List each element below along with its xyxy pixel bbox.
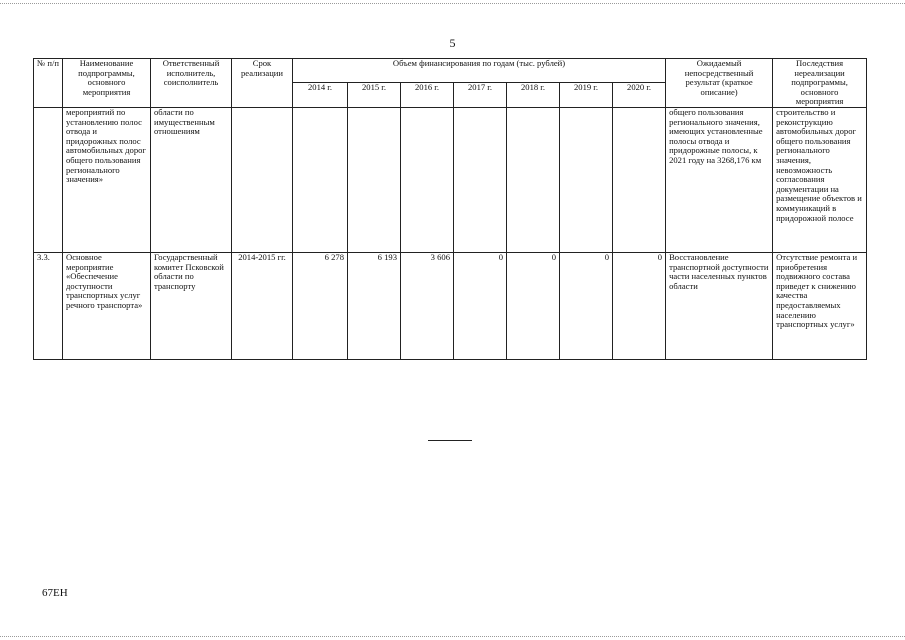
cell-value: 6 193	[348, 252, 401, 359]
header-term: Срок реализации	[232, 59, 293, 108]
cell-expected: общего пользования регионального значения, имеющих установленные полосы отвода и придорожные полосы, к 2021 году на 3268,176 км	[666, 107, 773, 252]
header-year: 2015 г.	[348, 83, 401, 107]
header-expected: Ожидаемый непосредственный результат (краткое описание)	[666, 59, 773, 108]
cell-name: Основное мероприятие «Обеспечение доступности транспортных услуг речного транспорта»	[63, 252, 151, 359]
cell-num: 3.3.	[34, 252, 63, 359]
cell-expected: Восстановление транспортной доступности части населенных пунктов области	[666, 252, 773, 359]
cell-value: 0	[613, 252, 666, 359]
header-year: 2014 г.	[293, 83, 348, 107]
scan-edge-bottom	[0, 636, 905, 637]
cell-value	[293, 107, 348, 252]
cell-value: 0	[454, 252, 507, 359]
header-year: 2019 г.	[560, 83, 613, 107]
cell-value	[560, 107, 613, 252]
cell-value	[454, 107, 507, 252]
cell-value	[507, 107, 560, 252]
cell-responsible: Государственный комитет Псковской области по транспорту	[151, 252, 232, 359]
section-divider	[428, 440, 472, 441]
header-year: 2020 г.	[613, 83, 666, 107]
scan-edge-top	[0, 3, 905, 4]
cell-term: 2014-2015 гг.	[232, 252, 293, 359]
cell-consequences: Отсутствие ремонта и приобретения подвижного состава приведет к снижению качества предоставляемых населению транспортных услуг»	[773, 252, 867, 359]
table-header-row	[34, 59, 867, 83]
cell-responsible: области по имущественным отношениям	[151, 107, 232, 252]
header-consequences: Последствия нереализации подпрограммы, основного мероприятия	[773, 59, 867, 108]
header-name: Наименование подпрограммы, основного мероприятия	[63, 59, 151, 108]
cell-value	[348, 107, 401, 252]
document-code: 67ЕН	[42, 587, 68, 599]
cell-value: 0	[507, 252, 560, 359]
header-year: 2017 г.	[454, 83, 507, 107]
header-year: 2018 г.	[507, 83, 560, 107]
cell-num	[34, 107, 63, 252]
page-number: 5	[449, 36, 456, 50]
cell-value: 3 606	[401, 252, 454, 359]
cell-value	[401, 107, 454, 252]
financing-table	[33, 58, 867, 360]
cell-value: 0	[560, 252, 613, 359]
header-num: № п/п	[34, 59, 63, 108]
header-financing: Объем финансирования по годам (тыс. рублей)	[293, 59, 666, 83]
cell-value: 6 278	[293, 252, 348, 359]
header-year: 2016 г.	[401, 83, 454, 107]
cell-name: мероприятий по установлению полос отвода и придорожных полос автомобильных дорог общего пользования регионального значения»	[63, 107, 151, 252]
cell-value	[613, 107, 666, 252]
cell-consequences: строительство и реконструкцию автомобильных дорог общего пользования регионального значения, невозможность согласования документации на размещение объектов и коммуникаций в придорожной полосе	[773, 107, 867, 252]
table-row	[34, 252, 867, 359]
table-row	[34, 107, 867, 252]
cell-term	[232, 107, 293, 252]
header-responsible: Ответственный исполнитель, соисполнитель	[151, 59, 232, 108]
